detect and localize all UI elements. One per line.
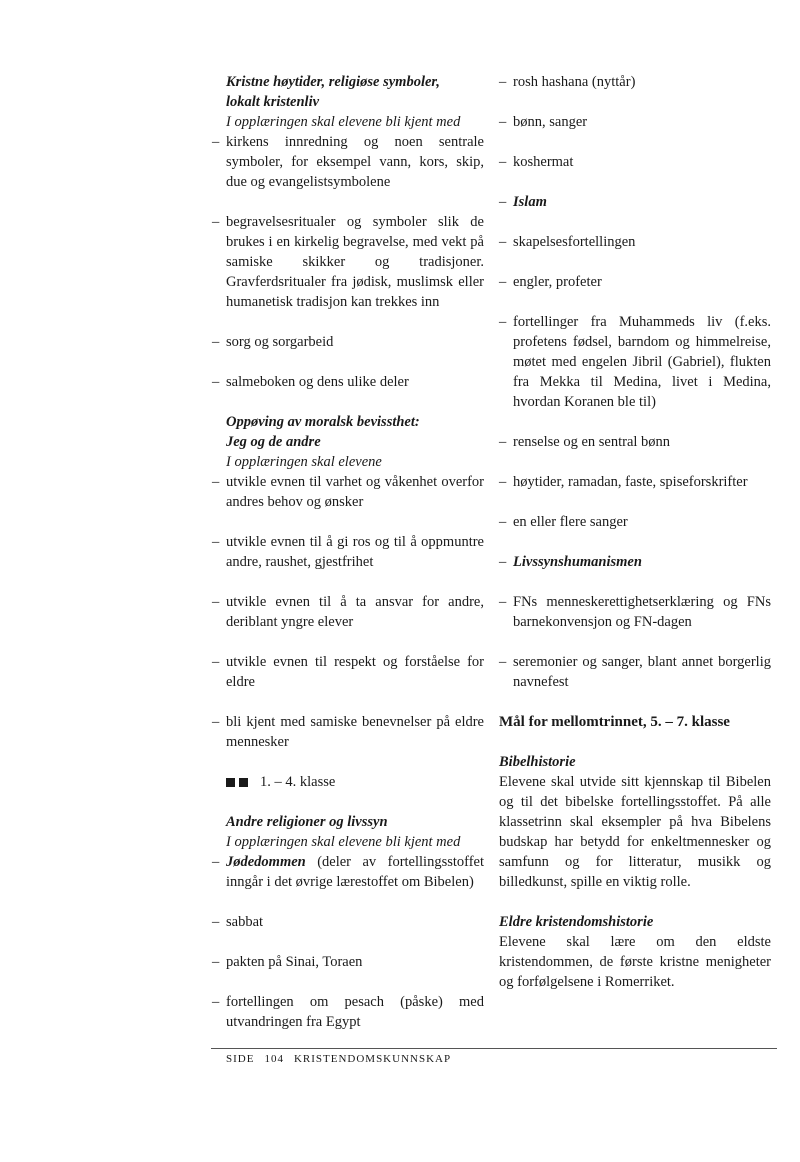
list-item: – utvikle evnen til å ta ansvar for andre, deriblant yngre elever <box>212 594 484 630</box>
list-item: – fortellingen om pesach (påske) med utvandringen fra Egypt <box>212 994 484 1030</box>
footer-divider <box>211 1048 777 1049</box>
section-intro: I opplæringen skal elevene bli kjent med <box>226 834 461 850</box>
list-item: – pakten på Sinai, Toraen <box>212 954 363 970</box>
list-item: – FNs menneskerettighetserklæring og FNs barnekonvensjon og FN-dagen <box>499 594 771 630</box>
left-column <box>212 72 484 1032</box>
grade-label: 1. – 4. klasse <box>260 774 336 790</box>
section-intro: I opplæringen skal elevene bli kjent med <box>226 114 461 130</box>
list-item: – bli kjent med samiske benevnelser på eldre mennesker <box>212 714 484 750</box>
list-item: – utvikle evnen til respekt og forståelse for eldre <box>212 654 484 690</box>
square-bullet-icon <box>226 778 235 787</box>
section-heading: Eldre kristendomshistorie <box>499 914 654 930</box>
footer-subject: KRISTENDOMSKUNNSKAP <box>293 1053 452 1065</box>
list-item: – seremonier og sanger, blant annet borgerlig navnefest <box>499 654 771 690</box>
footer-side-label: SIDE <box>226 1053 255 1065</box>
list-item: – koshermat <box>499 154 574 170</box>
page-number: 104 <box>264 1053 284 1065</box>
page-footer <box>226 1053 461 1065</box>
list-item: – engler, profeter <box>499 274 602 290</box>
list-item: – bønn, sanger <box>499 114 588 130</box>
subheading-livssyn: – Livssynshumanismen <box>499 554 642 570</box>
section-heading: lokalt kristenliv <box>226 94 320 110</box>
right-column <box>499 72 771 992</box>
list-item: – skapelsesfortellingen <box>499 234 636 250</box>
list-item: – begravelsesritualer og symboler slik de brukes i en kirkelig begravelse, med vekt på samiske skikker og tradisjoner. Gravferdsritualer fra jødisk, muslimsk eller humanetisk tradisjon kan trekkes inn <box>212 214 484 310</box>
list-item: – sorg og sorgarbeid <box>212 334 334 350</box>
grade-marker <box>212 772 484 792</box>
list-item: – sabbat <box>212 914 264 930</box>
list-item: – høytider, ramadan, faste, spiseforskrifter <box>499 474 748 490</box>
square-bullet-icon <box>239 778 248 787</box>
list-item: – Jødedommen (deler av fortellingsstoffet inngår i det øvrige lærestoffet om Bibelen) <box>212 854 484 890</box>
section-heading: Oppøving av moralsk bevissthet: <box>226 414 420 430</box>
list-item: – utvikle evnen til varhet og våkenhet overfor andres behov og ønsker <box>212 474 484 510</box>
paragraph: Elevene skal lære om den eldste kristendommen, de første kristne menigheter og forfølgelsene i Romerriket. <box>499 934 771 990</box>
list-item: – kirkens innredning og noen sentrale symboler, for eksempel vann, kors, skip, due og evangelistsymbolene <box>212 134 484 190</box>
section-heading: Kristne høytider, religiøse symboler, <box>226 74 440 90</box>
list-item: – rosh hashana (nyttår) <box>499 74 636 90</box>
section-intro: I opplæringen skal elevene <box>226 454 382 470</box>
list-item: – utvikle evnen til å gi ros og til å oppmuntre andre, raushet, gjestfrihet <box>212 534 484 570</box>
section-heading: Andre religioner og livssyn <box>226 814 388 830</box>
list-item: – salmeboken og dens ulike deler <box>212 374 409 390</box>
list-item: – en eller flere sanger <box>499 514 628 530</box>
paragraph: Elevene skal utvide sitt kjennskap til Bibelen og til det bibelske fortellingsstoffet. På alle klassetrinn skal eksempler på hva Bibelens budskap har betydd for enkeltmennesker og samfunn og for litteratur, musikk og billedkunst, spille en viktig rolle. <box>499 774 771 890</box>
list-item: – fortellinger fra Muhammeds liv (f.eks. profetens fødsel, barndom og himmelreise, møtet med engelen Jibril (Gabriel), flukten fra Mekka til Medina, livet i Medina, hvordan Koranen ble til) <box>499 314 771 410</box>
subheading-islam: – Islam <box>499 194 547 210</box>
section-heading: Bibelhistorie <box>499 754 576 770</box>
section-heading: Jeg og de andre <box>226 434 321 450</box>
list-item: – renselse og en sentral bønn <box>499 434 671 450</box>
goal-heading: Mål for mellomtrinnet, 5. – 7. klasse <box>499 714 730 730</box>
